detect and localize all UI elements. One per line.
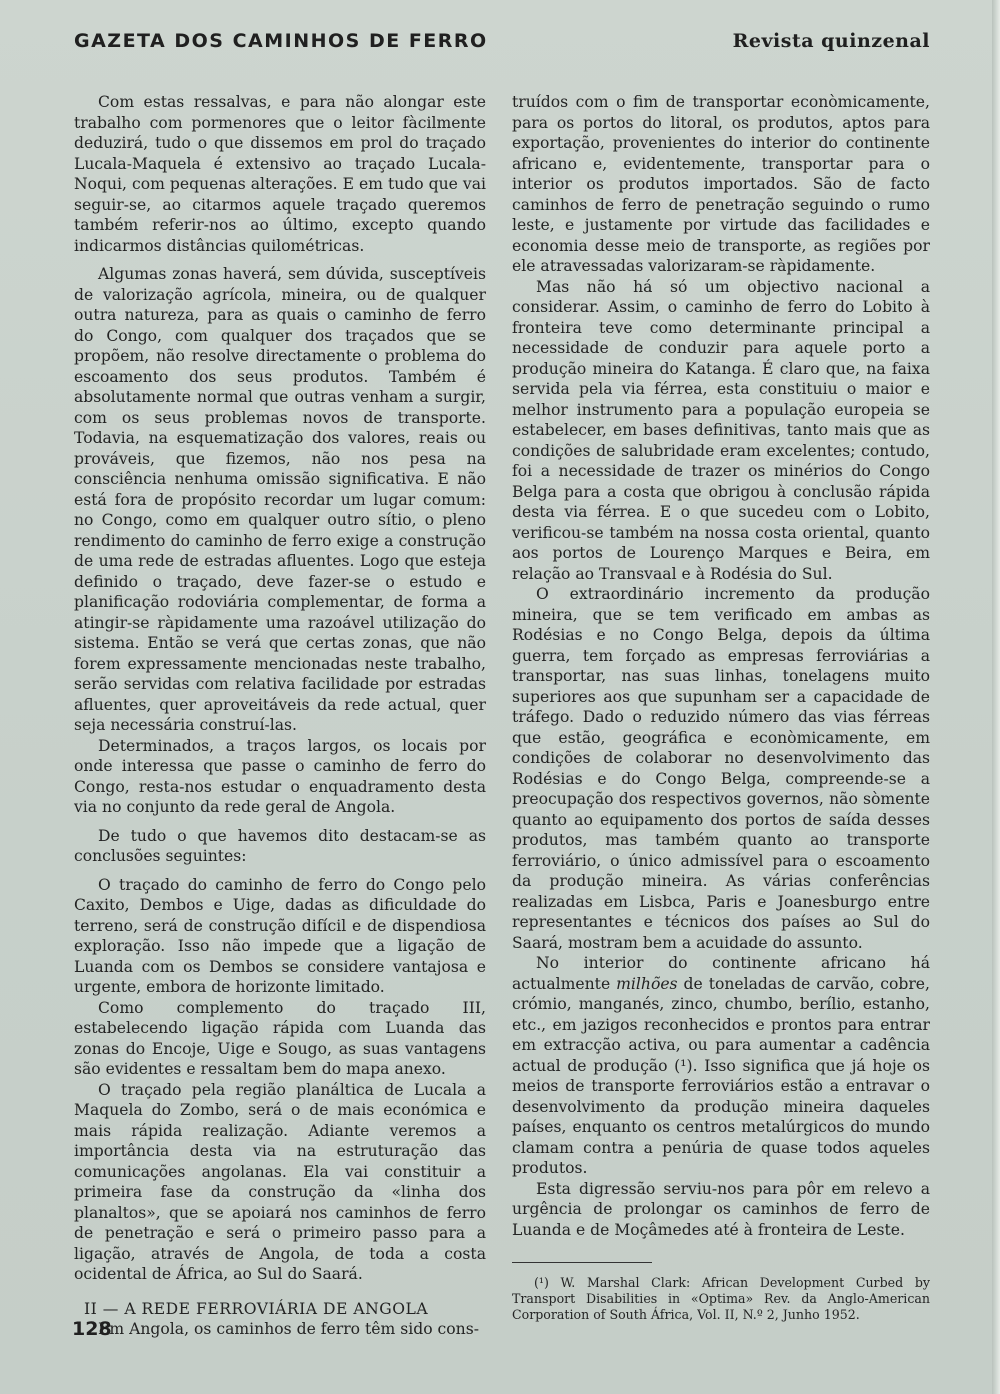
section-heading: II — A REDE FERROVIÁRIA DE ANGOLA	[84, 1299, 429, 1318]
page-number: 128	[72, 1318, 112, 1340]
paragraph: Em Angola, os caminhos de ferro têm sido cons-	[98, 1320, 479, 1338]
page-header	[74, 30, 930, 60]
left-column	[74, 92, 486, 1340]
paragraph: truídos com o fim de transportar econòmicamente, para os portos do litoral, os produtos, aptos para exportação, provenientes do interior do continente africano e, evidentemente, transportar para o interior os produtos importados. São de facto caminhos de ferro de penetração seguindo o rumo leste, e justamente por virtude das facilidades e economia desse meio de transporte, as regiões por ele atravessadas valorizaram-se ràpidamente.	[512, 93, 930, 275]
page-edge	[992, 0, 1000, 1394]
right-column	[512, 92, 930, 1323]
footnote-rule	[512, 1262, 652, 1263]
paragraph: Como complemento do traçado III, estabelecendo ligação rápida com Luanda das zonas do Encoje, Uige e Sougo, as suas vantagens são evidentes e ressaltam bem do mapa anexo.	[74, 998, 486, 1078]
footnote: (¹) W. Marshal Clark: African Development Curbed by Transport Disabilities in «Optima» Rev. da Anglo-American Corporation of South África, Vol. II, N.º 2, Junho 1952.	[512, 1275, 930, 1322]
text-run: No interior do continente africano há actualmente	[512, 954, 930, 993]
italic-emphasis: milhões	[616, 974, 678, 993]
paragraph: O traçado pela região planáltica de Lucala a Maquela do Zombo, será o de mais económica e mais rápida realização. Adiante veremos a importância desta via na estruturação das comunicações angolanas. Ela vai constituir a primeira fase da construção da «linha dos planaltos», que se apoiará nos caminhos de ferro de penetração e será o primeiro passo para a ligação, através de Angola, de toda a costa ocidental de África, ao Sul do Saará.	[74, 1080, 486, 1283]
paragraph: Esta digressão serviu-nos para pôr em relevo a urgência de prolongar os caminhos de ferro de Luanda e de Moçâmedes até à fronteira de Leste.	[512, 1179, 930, 1239]
paragraph: Com estas ressalvas, e para não alongar este trabalho com pormenores que o leitor fàcilmente deduzirá, tudo o que dissemos em prol do traçado Lucala-Maquela é extensivo ao traçado Lucala-Noqui, com pequenas alterações. E em tudo que vai seguir-se, ao citarmos aquele traçado queremos também referir-nos ao último, excepto quando indicarmos distâncias quilométricas.	[74, 93, 486, 255]
paragraph	[512, 953, 930, 1179]
paragraph: Algumas zonas haverá, sem dúvida, susceptíveis de valorização agrícola, mineira, ou de qualquer outra natureza, para as quais o caminho de ferro do Congo, com qualquer dos traçados que se propõem, não resolve directamente o problema do escoamento dos seus produtos. Também é absolutamente normal que outras venham a surgir, com os seus problemas novos de transporte. Todavia, na esquematização dos valores, reais ou prováveis, que fizemos, não nos pesa na consciência nenhuma omissão significativa. E não está fora de propósito recordar um lugar comum: no Congo, como em qualquer outro sítio, o pleno rendimento do caminho de ferro exige a construção de uma rede de estradas afluentes. Logo que esteja definido o traçado, deve fazer-se o estudo e planificação rodoviária complementar, de forma a atingir-se ràpidamente uma razoável utilização do sistema. Então se verá que certas zonas, que não forem expressamente mencionadas neste trabalho, serão servidas com relativa facilidade por estradas afluentes, quer aproveitáveis da rede actual, quer seja necessária construí-las.	[74, 265, 486, 734]
paragraph: O extraordinário incremento da produção mineira, que se tem verificado em ambas as Rodésias e no Congo Belga, depois da última guerra, tem forçado as empresas ferroviárias a transportar, nas suas linhas, tonelagens muito superiores aos que supunham ser a capacidade de tráfego. Dado o reduzido número das vias férreas que estão, geográfica e econòmicamente, em condições de colaborar no desenvolvimento das Rodésias e do Congo Belga, compreende-se a preocupação dos respectivos governos, não sòmente quanto ao equipamento dos portos de saída desses produtos, mas também quanto ao transporte ferroviário, o único admissível para o escoamento da produção mineira. As várias conferências realizadas em Lisbca, Paris e Joanesburgo entre representantes e técnicos dos países ao Sul do Saará, mostram bem a acuidade do assunto.	[512, 585, 930, 952]
text-run: de toneladas de carvão, cobre, crómio, manganés, zinco, chumbo, berílio, estanho, etc., em jazigos reconhecidos e prontos para entrar em extracção activa, ou para aumentar a cadência actual de produção (¹). Isso significa que já hoje os meios de transporte ferroviários estão a entravar o desenvolvimento da produção mineira daqueles países, enquanto os centros metalúrgicos do mundo clamam contra a penúria de quase todos aqueles produtos.	[512, 974, 930, 1177]
journal-title: GAZETA DOS CAMINHOS DE FERRO	[74, 30, 488, 52]
journal-subtitle: Revista quinzenal	[732, 30, 930, 52]
paragraph: O traçado do caminho de ferro do Congo pelo Caxito, Dembos e Uige, dadas as dificuldade do terreno, será de construção difícil e de dispendiosa exploração. Isso não impede que a ligação de Luanda com os Dembos se considere vantajosa e urgente, embora de horizonte limitado.	[74, 875, 486, 996]
paragraph: De tudo o que havemos dito destacam-se as conclusões seguintes:	[74, 826, 486, 865]
paragraph: Mas não há só um objectivo nacional a considerar. Assim, o caminho de ferro do Lobito à fronteira teve como determinante principal a necessidade de conduzir para aquele porto a produção mineira do Katanga. É claro que, na faixa servida pela via férrea, esta constituiu o maior e melhor instrumento para a população europeia se estabelecer, em bases definitivas, tanto mais que as condições de salubridade eram excelentes; contudo, foi a necessidade de trazer os minérios do Congo Belga para a costa que obrigou à conclusão rápida desta via férrea. E o que sucedeu com o Lobito, verificou-se também na nossa costa oriental, quanto aos portos de Lourenço Marques e Beira, em relação ao Transvaal e à Rodésia do Sul.	[512, 277, 930, 583]
paragraph: Determinados, a traços largos, os locais por onde interessa que passe o caminho de ferro do Congo, resta-nos estudar o enquadramento desta via no conjunto da rede geral de Angola.	[74, 736, 486, 816]
